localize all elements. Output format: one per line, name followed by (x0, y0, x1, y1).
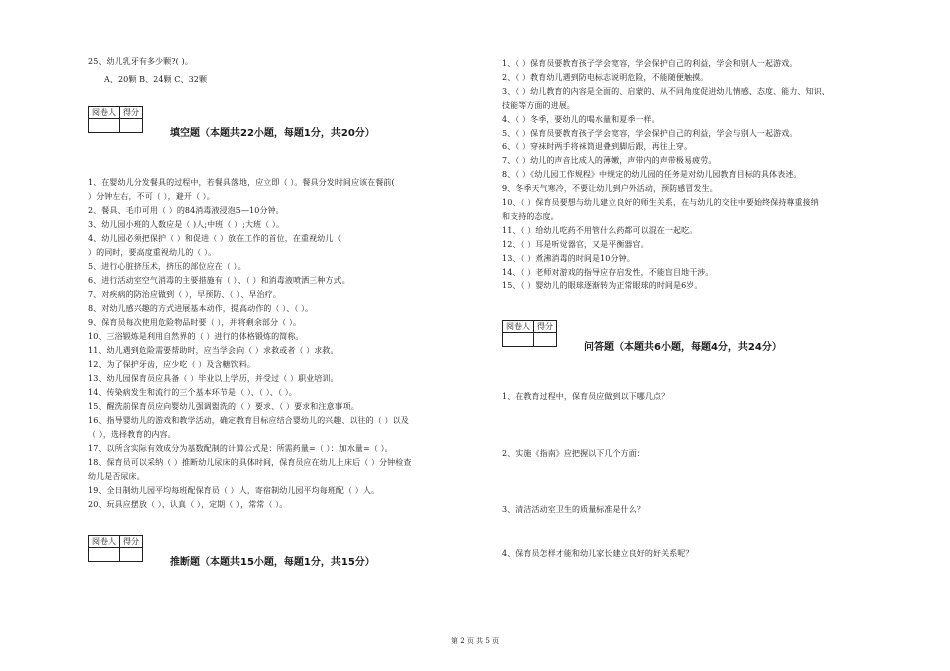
fill-question-line: 11、幼儿遇到危险需要帮助时，应当学会向（ ）求救或者（ ）求救。 (88, 346, 339, 355)
fill-question-line: 19、全日制幼儿园平均每班配保育员（ ）人，寄宿制幼儿园平均每班配（ ）人。 (88, 486, 380, 495)
score-cell[interactable] (120, 548, 143, 562)
judge-question-line: 11、（ ）给幼儿吃药不用管什么药都可以混在一起吃。 (502, 225, 698, 235)
score-cell[interactable] (120, 119, 143, 133)
fill-question-line: 14、传染病发生和流行的三个基本环节是（ ）、（ ）、（ ）。 (88, 388, 297, 397)
score-label: 得分 (120, 536, 143, 548)
fill-question-line: 20、玩具应摆放（ ），认真（ ），定期（ ），常常（ ）。 (88, 500, 288, 509)
judge-question-line: 12、（ ）耳是听觉器官，又是平衡器官。 (502, 239, 649, 249)
fill-question-line: 17、以所含实际有效成分为基数配制的计算公式是：所需药量=（ ）：加水量=（ ）。 (88, 444, 393, 453)
judge-question-line: 7、（ ）幼儿的声音比成人的薄嫩，声带内的声带极易疲劳。 (502, 156, 717, 166)
judge-question-line: 14、（ ）老师对游戏的指导应存启发性，不能盲目地干涉。 (502, 267, 714, 277)
judge-question-line: 和支持的态度。 (502, 211, 559, 221)
judge-score-box (88, 535, 143, 562)
judge-question-line: 15、（ ）婴幼儿的眼球逐渐转为正常眼球的时间是6岁。 (502, 281, 703, 291)
fill-question-line: 6、进行活动室空气消毒的主要措施有（ ）、（ ）和消毒液喷洒三种方式。 (88, 276, 350, 285)
fill-question-line: 3、幼儿园小班的人数应是（ )人;中班（ ）;大班（ ）。 (88, 220, 285, 229)
judge-question-line: 8、（ ）《幼儿园工作规程》中规定的幼儿园的任务是对幼儿园教育目标的具体表述。 (502, 170, 802, 180)
judge-question-line: 3、（ ）幼儿教育的内容是全面的、启蒙的、从不同角度促进幼儿情感、态度、能力、知识、 (502, 86, 830, 96)
score-label: 得分 (120, 107, 143, 119)
fill-question-line: 13、幼儿园保育员应具备（ ）毕业以上学历，并受过（ ）职业培训。 (88, 374, 339, 383)
q25-text: 25、幼儿乳牙有多少颗?( )。 (88, 57, 193, 66)
judge-question-line: 2、（ ）教育幼儿遇到防电标志说明危险，不能随便触摸。 (502, 72, 709, 82)
fill-question-line: 16、指导婴幼儿的游戏和教学活动，确定教育目标应结合婴幼儿的兴趣、以往的（ ）以及 (88, 416, 409, 425)
grader-label: 阅卷人 (503, 321, 534, 333)
fill-question-line: 5、进行心脏挤压术，挤压的部位应在（ ）。 (88, 262, 246, 271)
judge-question-line: 1、（ ）保育员要教育孩子学会宽容，学会保护自己的利益，学会和别人一起游戏。 (502, 59, 798, 68)
fill-question-line: 8、对幼儿感兴趣的方式进展基本动作，提高动作的（ ）、（ ）。 (88, 304, 314, 313)
fill-question-line: 4、幼儿园必须把保护（ ）和促进（ ）放在工作的首位，在重视幼儿（ (88, 234, 342, 243)
fill-question-line: （ ），选择教育的内容。 (88, 430, 176, 439)
q25-options: A、20颗 B、24颗 C、32颗 (104, 75, 208, 84)
grader-cell[interactable] (89, 119, 120, 133)
judge-question-line: 技能等方面的进展。 (502, 100, 575, 110)
qa-question: 1、在教育过程中，保育员应做到以下哪几点？ (502, 392, 670, 401)
score-label: 得分 (534, 321, 557, 333)
score-cell[interactable] (534, 333, 557, 347)
fill-question-line: ）的同时，要高度重视幼儿的（ ）。 (88, 248, 217, 257)
grader-cell[interactable] (89, 548, 120, 562)
fill-question-line: 幼儿是否尿床。 (88, 472, 145, 481)
fill-question-line: ）分钟左右，不可（ ），避开（ ）。 (88, 192, 215, 201)
fill-question-line: 2、餐具、毛巾可用（ ）的84消毒液浸泡5—10分钟。 (88, 206, 284, 215)
fill-question-line: 15、醒洗前保育员应向婴幼儿强调盥洗的（ ）要求、（ ）要求和注意事项。 (88, 402, 359, 411)
judge-section-title: 推断题（本题共15小题，每题1分，共15分） (170, 557, 375, 568)
qa-question: 3、清洁活动室卫生的质量标准是什么？ (502, 505, 645, 514)
qa-section-title: 问答题（本题共6小题，每题4分，共24分） (584, 342, 782, 353)
judge-question-line: 4、（ ）冬季，要幼儿的喝水量和夏季一样。 (502, 114, 660, 124)
fill-section-title: 填空题（本题共22小题，每题1分，共20分） (170, 128, 375, 139)
qa-score-box (502, 320, 557, 347)
fill-question-line: 12、为了保护牙齿，应少吃（ ）及含糖饮料。 (88, 360, 255, 369)
page-footer: 第 2 页 共 5 页 (450, 637, 500, 645)
judge-question-line: 6、（ ）穿袜时两手将袜筒退叠到脚后跟，再往上穿。 (502, 142, 693, 152)
judge-question-line: 5、（ ）保育员要教育孩子学会宽容，学会保护自己的利益，学会与别人一起游戏。 (502, 128, 798, 138)
fill-question-line: 18、保育员可以采纳（ ）推断幼儿尿床的具体时间，保育员应在幼儿上床后（ ）分钟检查 (88, 458, 412, 467)
grader-label: 阅卷人 (89, 107, 120, 119)
fill-question-line: 10、三浴锻炼是利用自然界的（ ）进行的体格锻炼的简称。 (88, 332, 304, 341)
fill-question-line: 7、对疾病的防治应做到（ ），早预防、（ ）、早治疗。 (88, 290, 281, 299)
qa-question: 2、实施《指南》应把握以下几个方面： (502, 449, 645, 458)
grader-label: 阅卷人 (89, 536, 120, 548)
qa-question: 4、保育员怎样才能和幼儿家长建立良好的好关系呢？ (502, 549, 694, 558)
judge-question-line: 10、（ ）保育员要想与幼儿建立良好的师生关系，在与幼儿的交往中要始终保持尊重接纳 (502, 198, 819, 207)
grader-cell[interactable] (503, 333, 534, 347)
fill-score-box (88, 106, 143, 133)
fill-question-line: 1、在婴幼儿分发餐具的过程中，若餐具落地，应立即（ ）。餐具分发时间应该在餐前( (88, 178, 395, 187)
judge-question-line: 13、（ ）煮沸消毒的时间是10分钟。 (502, 253, 635, 263)
fill-question-line: 9、保育员每次使用危险物品时要（ ），并将剩余部分（ ）。 (88, 318, 302, 327)
judge-question-line: 9、冬季天气寒冷，不要让幼儿到户外活动，预防感冒发生。 (502, 184, 718, 194)
